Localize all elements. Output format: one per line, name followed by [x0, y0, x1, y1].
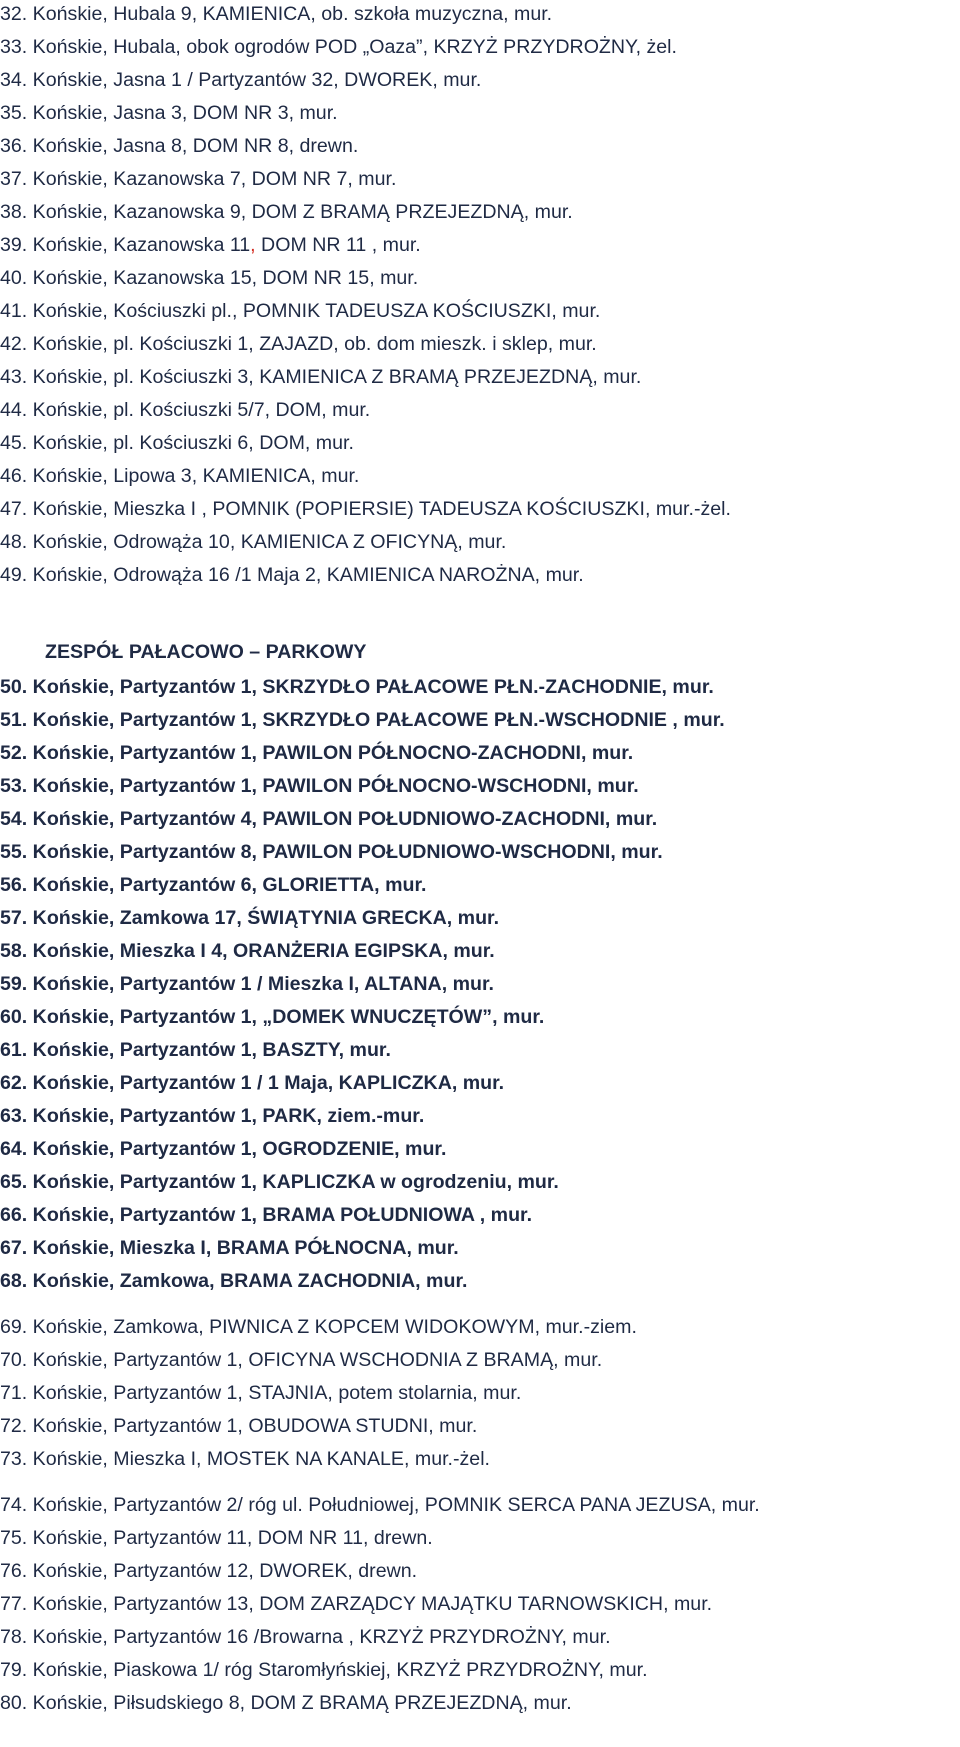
list-item: 56. Końskie, Partyzantów 6, GLORIETTA, mur.	[0, 874, 427, 896]
list-item: 75. Końskie, Partyzantów 11, DOM NR 11, drewn.	[0, 1527, 433, 1549]
list-item: 73. Końskie, Mieszka I, MOSTEK NA KANALE, mur.-żel.	[0, 1448, 491, 1470]
list-item: 35. Końskie, Jasna 3, DOM NR 3, mur.	[0, 102, 338, 124]
list-item: 72. Końskie, Partyzantów 1, OBUDOWA STUDNI, mur.	[0, 1415, 478, 1437]
list-item: 52. Końskie, Partyzantów 1, PAWILON PÓŁNOCNO-ZACHODNI, mur.	[0, 742, 634, 764]
list-item: 61. Końskie, Partyzantów 1, BASZTY, mur.	[0, 1039, 391, 1061]
list-item-text: 39. Końskie, Kazanowska 11	[0, 234, 251, 256]
list-item-text: DOM NR 11 , mur.	[255, 234, 421, 256]
list-item: 44. Końskie, pl. Kościuszki 5/7, DOM, mur.	[0, 399, 371, 421]
list-item: 34. Końskie, Jasna 1 / Partyzantów 32, DWOREK, mur.	[0, 69, 482, 91]
list-item: 63. Końskie, Partyzantów 1, PARK, ziem.-mur.	[0, 1105, 425, 1127]
list-item: 45. Końskie, pl. Kościuszki 6, DOM, mur.	[0, 432, 354, 454]
list-item: 74. Końskie, Partyzantów 2/ róg ul. Południowej, POMNIK SERCA PANA JEZUSA, mur.	[0, 1494, 760, 1516]
list-item	[0, 233, 960, 257]
list-item: 42. Końskie, pl. Kościuszki 1, ZAJAZD, ob. dom mieszk. i sklep, mur.	[0, 333, 597, 355]
list-item: 33. Końskie, Hubala, obok ogrodów POD „Oaza”, KRZYŻ PRZYDROŻNY, żel.	[0, 36, 677, 58]
list-item: 71. Końskie, Partyzantów 1, STAJNIA, potem stolarnia, mur.	[0, 1382, 522, 1404]
list-item: 46. Końskie, Lipowa 3, KAMIENICA, mur.	[0, 465, 360, 487]
list-item: 47. Końskie, Mieszka I , POMNIK (POPIERSIE) TADEUSZA KOŚCIUSZKI, mur.-żel.	[0, 498, 731, 520]
list-item: 78. Końskie, Partyzantów 16 /Browarna , KRZYŻ PRZYDROŻNY, mur.	[0, 1626, 611, 1648]
list-item: 48. Końskie, Odrowąża 10, KAMIENICA Z OFICYNĄ, mur.	[0, 531, 507, 553]
list-item: 60. Końskie, Partyzantów 1, „DOMEK WNUCZĘTÓW”, mur.	[0, 1006, 545, 1028]
list-item: 66. Końskie, Partyzantów 1, BRAMA POŁUDNIOWA , mur.	[0, 1204, 533, 1226]
list-item: 80. Końskie, Piłsudskiego 8, DOM Z BRAMĄ PRZEJEZDNĄ, mur.	[0, 1692, 572, 1714]
list-item: 36. Końskie, Jasna 8, DOM NR 8, drewn.	[0, 135, 359, 157]
list-item: 79. Końskie, Piaskowa 1/ róg Staromłyńskiej, KRZYŻ PRZYDROŻNY, mur.	[0, 1659, 648, 1681]
list-item: 38. Końskie, Kazanowska 9, DOM Z BRAMĄ PRZEJEZDNĄ, mur.	[0, 201, 573, 223]
list-item: 53. Końskie, Partyzantów 1, PAWILON PÓŁNOCNO-WSCHODNI, mur.	[0, 775, 639, 797]
list-item: 37. Końskie, Kazanowska 7, DOM NR 7, mur.	[0, 168, 397, 190]
list-item: 62. Końskie, Partyzantów 1 / 1 Maja, KAPLICZKA, mur.	[0, 1072, 505, 1094]
list-item: 54. Końskie, Partyzantów 4, PAWILON POŁUDNIOWO-ZACHODNI, mur.	[0, 808, 658, 830]
list-item: 43. Końskie, pl. Kościuszki 3, KAMIENICA Z BRAMĄ PRZEJEZDNĄ, mur.	[0, 366, 642, 388]
list-item: 77. Końskie, Partyzantów 13, DOM ZARZĄDCY MAJĄTKU TARNOWSKICH, mur.	[0, 1593, 713, 1615]
list-item: 67. Końskie, Mieszka I, BRAMA PÓŁNOCNA, mur.	[0, 1237, 459, 1259]
list-item: 51. Końskie, Partyzantów 1, SKRZYDŁO PAŁACOWE PŁN.-WSCHODNIE , mur.	[0, 709, 725, 731]
list-item: 76. Końskie, Partyzantów 12, DWOREK, drewn.	[0, 1560, 418, 1582]
list-item: 41. Końskie, Kościuszki pl., POMNIK TADEUSZA KOŚCIUSZKI, mur.	[0, 300, 601, 322]
list-item: 50. Końskie, Partyzantów 1, SKRZYDŁO PAŁACOWE PŁN.-ZACHODNIE, mur.	[0, 676, 714, 698]
list-item: 49. Końskie, Odrowąża 16 /1 Maja 2, KAMIENICA NAROŻNA, mur.	[0, 564, 584, 586]
section-heading: ZESPÓŁ PAŁACOWO – PARKOWY	[45, 641, 367, 663]
list-item: 69. Końskie, Zamkowa, PIWNICA Z KOPCEM WIDOKOWYM, mur.-ziem.	[0, 1316, 637, 1338]
list-item: 70. Końskie, Partyzantów 1, OFICYNA WSCHODNIA Z BRAMĄ, mur.	[0, 1349, 603, 1371]
list-item: 65. Końskie, Partyzantów 1, KAPLICZKA w ogrodzeniu, mur.	[0, 1171, 559, 1193]
list-item: 32. Końskie, Hubala 9, KAMIENICA, ob. szkoła muzyczna, mur.	[0, 3, 553, 25]
list-item: 68. Końskie, Zamkowa, BRAMA ZACHODNIA, mur.	[0, 1270, 468, 1292]
list-item: 57. Końskie, Zamkowa 17, ŚWIĄTYNIA GRECKA, mur.	[0, 907, 500, 929]
list-item: 40. Końskie, Kazanowska 15, DOM NR 15, mur.	[0, 267, 419, 289]
list-item: 58. Końskie, Mieszka I 4, ORANŻERIA EGIPSKA, mur.	[0, 940, 495, 962]
list-item: 55. Końskie, Partyzantów 8, PAWILON POŁUDNIOWO-WSCHODNI, mur.	[0, 841, 663, 863]
list-item: 59. Końskie, Partyzantów 1 / Mieszka I, ALTANA, mur.	[0, 973, 494, 995]
list-item-red-comma: ,	[250, 234, 256, 256]
list-item: 64. Końskie, Partyzantów 1, OGRODZENIE, mur.	[0, 1138, 447, 1160]
